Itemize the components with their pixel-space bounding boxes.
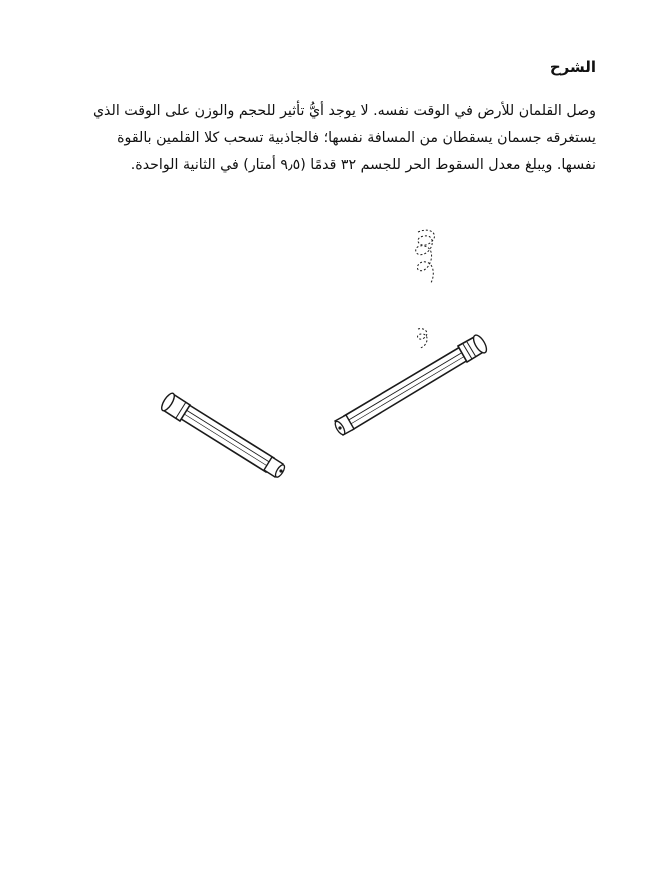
right-pen-icon: [333, 333, 489, 436]
paragraph-line: وصل القلمان للأرض في الوقت نفسه. لا يوجد أيُّ تأثير للحجم والوزن على الوقت الذي: [92, 103, 596, 119]
left-pen-icon: [159, 391, 286, 478]
paragraph-line: نفسها. ويبلغ معدل السقوط الحر للجسم ٣٢ قدمًا (٩٫٥ أمتار) في الثانية الواحدة.: [130, 157, 596, 173]
section-heading: الشرح: [549, 58, 596, 76]
falling-pens-illustration: [0, 210, 650, 510]
motion-trail-icon: [418, 329, 428, 348]
motion-trail-icon: [416, 230, 435, 284]
paragraph-line: يستغرقه جسمان يسقطان من المسافة نفسها؛ فالجاذبية تسحب كلا القلمين بالقوة: [117, 130, 596, 146]
explanation-paragraph: [76, 98, 596, 179]
